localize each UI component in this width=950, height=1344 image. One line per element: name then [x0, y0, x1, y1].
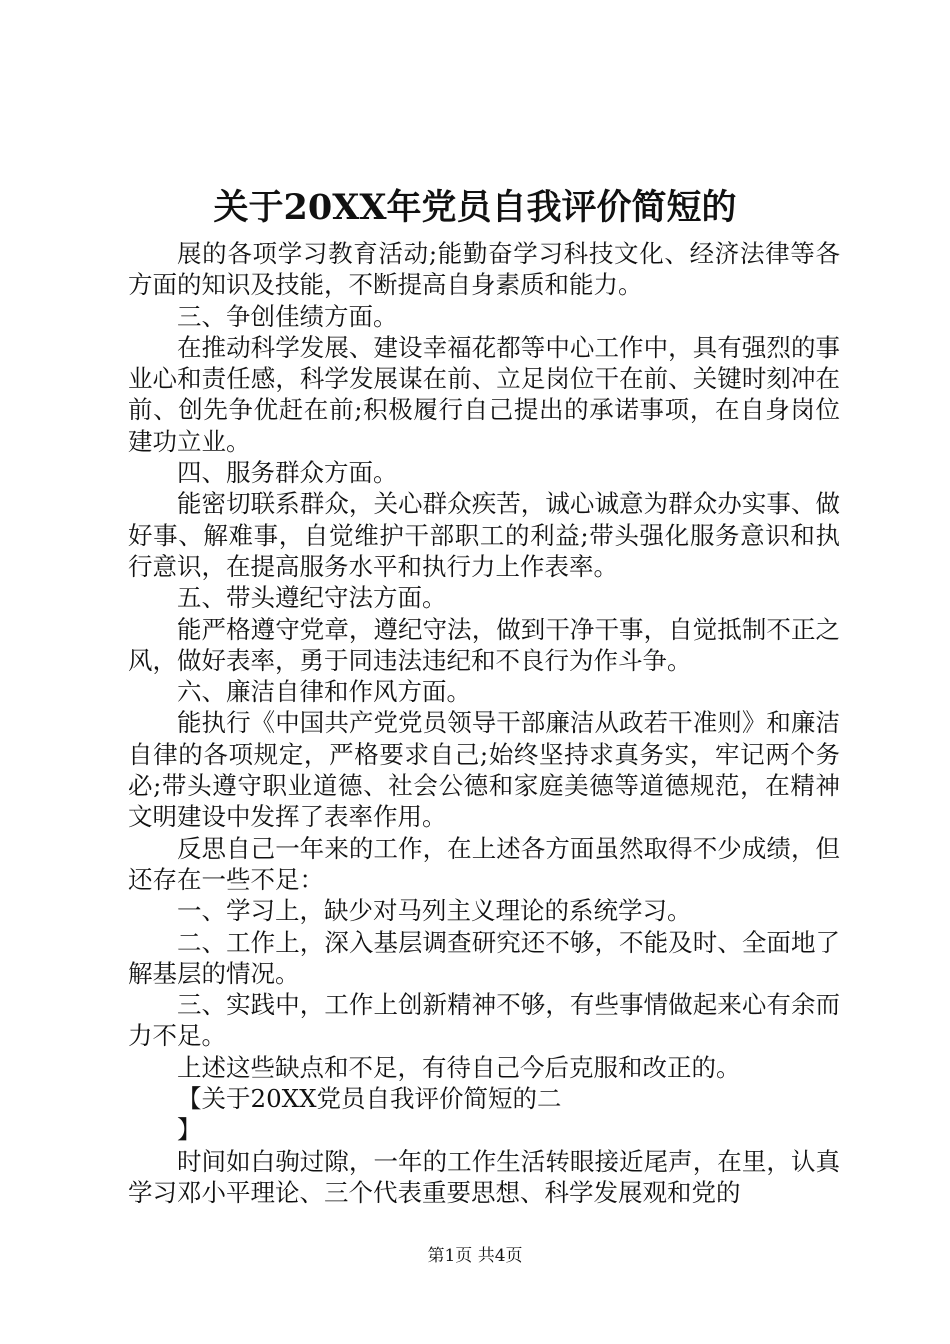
paragraph: 时间如白驹过隙，一年的工作生活转眼接近尾声，在里，认真学习邓小平理论、三个代表重要思想、科学发展观和党的	[128, 1146, 840, 1207]
list-item: 三、实践中，工作上创新精神不够，有些事情做起来心有余而力不足。	[128, 990, 840, 1051]
section-heading: 五、带头遵纪守法方面。	[177, 583, 447, 613]
paragraph: 能严格遵守党章，遵纪守法，做到干净干事，自觉抵制不正之风，做好表率，勇于同违法违纪和不良行为作斗争。	[128, 614, 840, 675]
paragraph: 在推动科学发展、建设幸福花都等中心工作中，具有强烈的事业心和责任感，科学发展谋在前、立足岗位干在前、关键时刻冲在前、创先争优赶在前;积极履行自己提出的承诺事项，在自身岗位建功立业。	[128, 332, 840, 456]
section-heading: 六、廉洁自律和作风方面。	[177, 677, 471, 707]
subtitle-open: 【关于20XX党员自我评价简短的二	[177, 1084, 562, 1114]
paragraph: 展的各项学习教育活动;能勤奋学习科技文化、经济法律等各方面的知识及技能，不断提高自身素质和能力。	[128, 239, 840, 300]
paragraph: 上述这些缺点和不足，有待自己今后克服和改正的。	[177, 1052, 741, 1082]
list-item: 二、工作上，深入基层调查研究还不够，不能及时、全面地了解基层的情况。	[128, 927, 840, 988]
paragraph: 反思自己一年来的工作，在上述各方面虽然取得不少成绩，但还存在一些不足：	[128, 833, 840, 894]
subtitle-close: 】	[177, 1115, 202, 1145]
list-item: 一、学习上，缺少对马列主义理论的系统学习。	[177, 896, 692, 926]
document-body	[128, 238, 840, 1208]
document-title: 关于20XX年党员自我评价简短的	[213, 187, 737, 228]
paragraph: 能执行《中国共产党党员领导干部廉洁从政若干准则》和廉洁自律的各项规定，严格要求自己;始终坚持求真务实，牢记两个务必;带头遵守职业道德、社会公德和家庭美德等道德规范，在精神文明建设中发挥了表率作用。	[128, 708, 840, 832]
paragraph: 能密切联系群众，关心群众疾苦，诚心诚意为群众办实事、做好事、解难事，自觉维护干部职工的利益;带头强化服务意识和执行意识，在提高服务水平和执行力上作表率。	[128, 489, 840, 581]
section-heading: 四、服务群众方面。	[177, 458, 398, 488]
section-heading: 三、争创佳绩方面。	[177, 301, 398, 331]
page-footer: 第1页 共4页	[427, 1246, 523, 1266]
